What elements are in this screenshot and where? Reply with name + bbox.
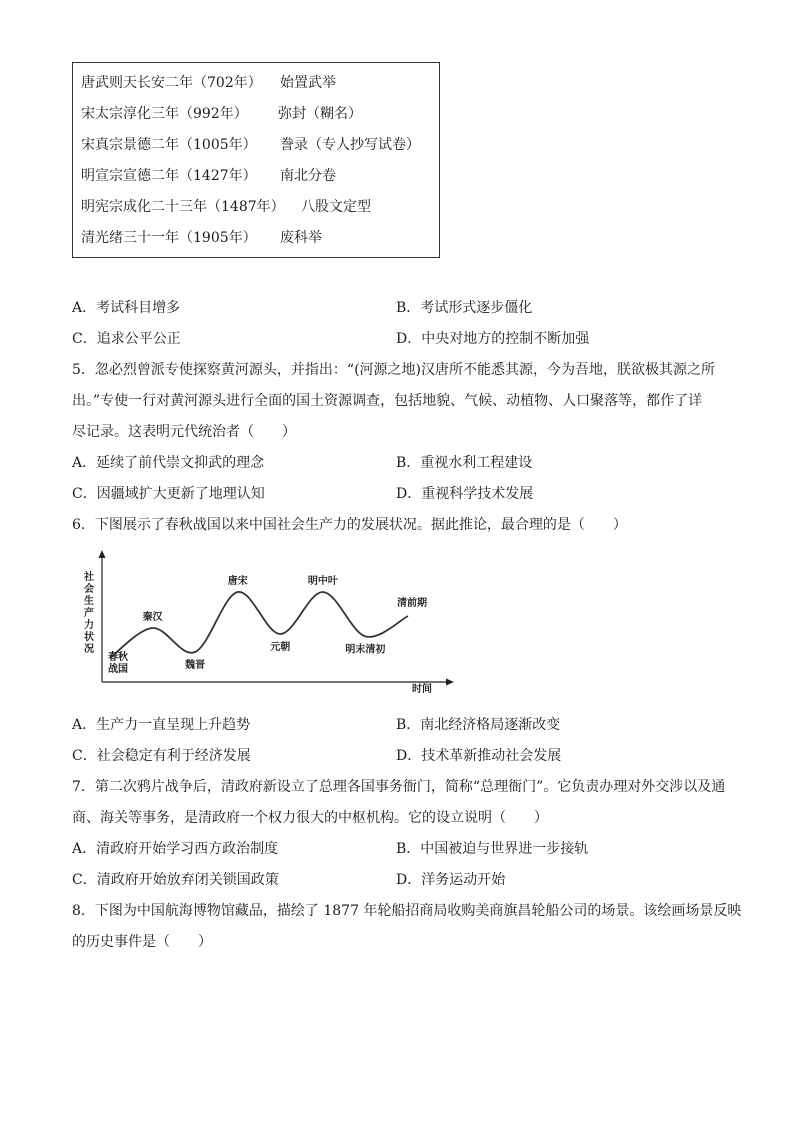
q7-stem-line: 7．第二次鸦片战争后，清政府新设立了总理各国事务衙门，简称“总理衙门”。它负责办理对外交涉以及通: [72, 779, 726, 795]
q6-option-d[interactable]: D．技术革新推动社会发展: [396, 748, 562, 764]
table-row: [81, 136, 257, 154]
q7-stem-line: 商、海关等事务，是清政府一个权力很大的中枢机构。它的设立说明（ ）: [72, 810, 548, 826]
table-row: [81, 105, 248, 123]
point-label: 清前期: [397, 598, 427, 609]
point-label: 秦汉: [142, 612, 163, 623]
y-axis-label: 社会生产力状况: [84, 572, 94, 655]
point-label: 明末清初: [345, 644, 386, 656]
table-period: 明宣宗宣德二年（1427年）: [81, 168, 257, 184]
table-event: 誊录（专人抄写试卷）: [280, 137, 420, 153]
q5-stem-line: 尽记录。这表明元代统治者（ ）: [72, 424, 296, 440]
q4-option-d[interactable]: D．中央对地方的控制不断加强: [396, 331, 590, 347]
table-row: [81, 229, 257, 247]
table-row: [81, 167, 257, 185]
y-axis-arrow: [99, 550, 106, 558]
q8-stem-line: 的历史事件是（ ）: [72, 934, 212, 950]
table-period: 宋真宗景德二年（1005年）: [81, 137, 257, 153]
q7-option-d[interactable]: D．洋务运动开始: [396, 872, 506, 888]
q4-option-c[interactable]: C．追求公平公正: [72, 331, 181, 347]
table-event: 南北分卷: [280, 168, 336, 184]
q5-option-d[interactable]: D．重视科学技术发展: [396, 486, 534, 502]
q5-option-c[interactable]: C．因疆域扩大更新了地理认知: [72, 486, 265, 502]
table-period: 明宪宗成化二十三年（1487年）: [81, 199, 285, 215]
keju-reform-table: [72, 62, 440, 258]
table-row: [81, 74, 262, 92]
q7-option-b[interactable]: B．中国被迫与世界进一步接轨: [396, 841, 589, 857]
table-row: [81, 198, 285, 216]
point-label: 魏晋: [185, 660, 206, 671]
q7-option-a[interactable]: A．清政府开始学习西方政治制度: [72, 841, 279, 857]
point-label: 春秋战国: [108, 652, 128, 675]
q5-stem-line: 5．忽必烈曾派专使探察黄河源头，并指出：“(河源之地)汉唐所不能悉其源，今为吾地，朕欲极其源之所: [72, 362, 715, 378]
table-period: 清光绪三十一年（1905年）: [81, 230, 257, 246]
q6-option-a[interactable]: A．生产力一直呈现上升趋势: [72, 717, 251, 733]
table-event: 废科举: [280, 230, 322, 246]
q4-option-b[interactable]: B．考试形式逐步僵化: [396, 300, 533, 316]
x-axis-label: 时间: [412, 684, 432, 695]
table-event: 始置武举: [280, 75, 336, 91]
q6-stem-line: 6．下图展示了春秋战国以来中国社会生产力的发展状况。据此推论，最合理的是（ ）: [72, 517, 627, 533]
q5-option-a[interactable]: A．延续了前代崇文抑武的理念: [72, 455, 265, 471]
q5-stem-line: 出。”专使一行对黄河源头进行全面的国土资源调查，包括地貌、气候、动植物、人口聚落等，都作了详: [72, 393, 703, 409]
q4-option-a[interactable]: A．考试科目增多: [72, 300, 181, 316]
q7-option-c[interactable]: C．清政府开始放弃闭关锁国政策: [72, 872, 279, 888]
point-label: 明中叶: [307, 576, 338, 587]
q6-option-c[interactable]: C．社会稳定有利于经济发展: [72, 748, 251, 764]
table-event: 弥封（糊名）: [278, 106, 362, 122]
q5-option-b[interactable]: B．重视水利工程建设: [396, 455, 533, 471]
table-period: 唐武则天长安二年（702年）: [81, 75, 262, 91]
x-axis-arrow: [446, 679, 454, 686]
q8-stem-line: 8．下图为中国航海博物馆藏品，描绘了 1877 年轮船招商局收购美商旗昌轮船公司的场景。该绘画场景反映: [72, 903, 742, 919]
productivity-chart: [72, 548, 462, 698]
q6-option-b[interactable]: B．南北经济格局逐渐改变: [396, 717, 561, 733]
point-label: 元朝: [270, 642, 291, 653]
point-label: 唐宋: [227, 576, 248, 587]
table-period: 宋太宗淳化三年（992年）: [81, 106, 248, 122]
table-event: 八股文定型: [301, 199, 371, 215]
